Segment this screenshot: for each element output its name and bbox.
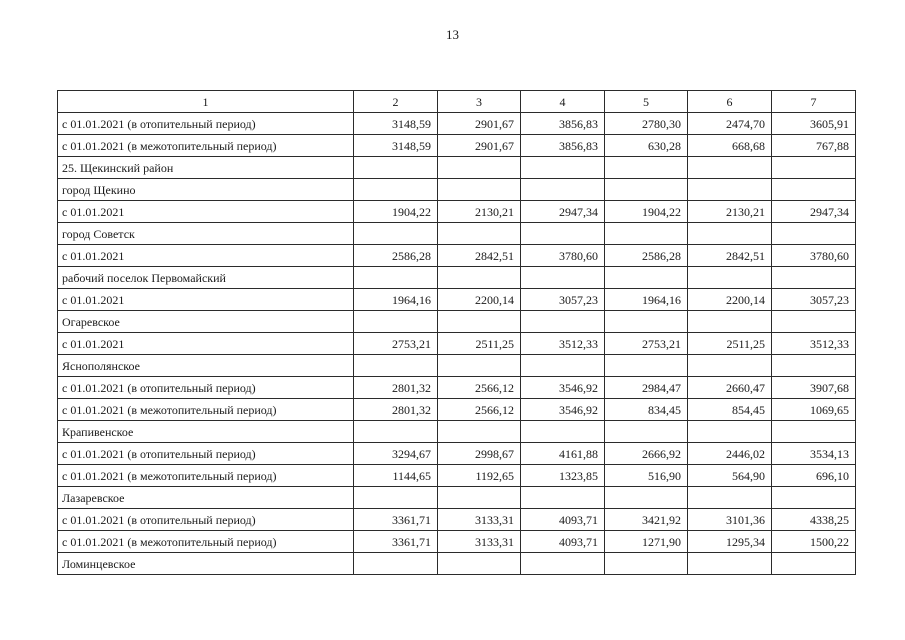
table-row — [58, 333, 856, 355]
table-cell — [688, 311, 772, 333]
table-row — [58, 531, 856, 553]
table-cell: 516,90 — [605, 465, 688, 487]
table-cell — [605, 311, 688, 333]
table-row — [58, 223, 856, 245]
table-cell — [772, 355, 856, 377]
row-label: Огаревское — [58, 311, 354, 333]
table-cell: 2842,51 — [688, 245, 772, 267]
table-cell: 1904,22 — [605, 201, 688, 223]
table-cell: 4093,71 — [521, 531, 605, 553]
table-row — [58, 355, 856, 377]
table-row — [58, 311, 856, 333]
table-cell — [688, 355, 772, 377]
table-cell: 1904,22 — [354, 201, 438, 223]
table-cell — [772, 421, 856, 443]
table-cell: 2660,47 — [688, 377, 772, 399]
table-cell: 3133,31 — [438, 509, 521, 531]
table-header-row — [58, 91, 856, 113]
column-header: 3 — [438, 91, 521, 113]
row-label: Лазаревское — [58, 487, 354, 509]
row-label: рабочий поселок Первомайский — [58, 267, 354, 289]
table-row — [58, 157, 856, 179]
table-cell: 3361,71 — [354, 531, 438, 553]
table-cell — [605, 179, 688, 201]
table-cell: 2130,21 — [688, 201, 772, 223]
column-header: 7 — [772, 91, 856, 113]
table-cell — [438, 267, 521, 289]
table-cell — [521, 223, 605, 245]
table-row — [58, 487, 856, 509]
table-cell — [354, 267, 438, 289]
table-cell: 2947,34 — [772, 201, 856, 223]
row-label: с 01.01.2021 (в отопительный период) — [58, 377, 354, 399]
table-row — [58, 289, 856, 311]
table-row — [58, 179, 856, 201]
table-cell: 1192,65 — [438, 465, 521, 487]
table-cell: 1500,22 — [772, 531, 856, 553]
table-cell — [438, 421, 521, 443]
table-cell — [354, 487, 438, 509]
table-cell: 1144,65 — [354, 465, 438, 487]
table-cell: 3856,83 — [521, 135, 605, 157]
row-label: с 01.01.2021 (в межотопительный период) — [58, 531, 354, 553]
table-cell: 2901,67 — [438, 113, 521, 135]
table-cell — [354, 421, 438, 443]
column-header: 5 — [605, 91, 688, 113]
table-cell — [354, 157, 438, 179]
table-cell: 3421,92 — [605, 509, 688, 531]
table-cell — [688, 267, 772, 289]
table-cell: 2130,21 — [438, 201, 521, 223]
table-cell: 3148,59 — [354, 135, 438, 157]
table-cell — [521, 157, 605, 179]
table-cell: 4338,25 — [772, 509, 856, 531]
table-cell: 1295,34 — [688, 531, 772, 553]
table-cell — [354, 179, 438, 201]
table-cell: 2446,02 — [688, 443, 772, 465]
table-cell: 2901,67 — [438, 135, 521, 157]
row-label: Ломинцевское — [58, 553, 354, 575]
table-cell — [605, 157, 688, 179]
table-cell: 3780,60 — [521, 245, 605, 267]
tariff-table — [57, 90, 856, 575]
table-cell: 2511,25 — [438, 333, 521, 355]
table-row — [58, 245, 856, 267]
table-cell — [772, 179, 856, 201]
table-cell: 2586,28 — [605, 245, 688, 267]
column-header: 6 — [688, 91, 772, 113]
table-cell: 1069,65 — [772, 399, 856, 421]
table-cell: 2200,14 — [438, 289, 521, 311]
table-cell — [354, 223, 438, 245]
table-cell — [688, 553, 772, 575]
table-cell — [688, 421, 772, 443]
table-row — [58, 267, 856, 289]
table-cell — [605, 223, 688, 245]
table-cell — [772, 487, 856, 509]
row-label: Яснополянское — [58, 355, 354, 377]
table-cell: 3546,92 — [521, 377, 605, 399]
table-row — [58, 377, 856, 399]
table-cell — [772, 553, 856, 575]
table-cell — [521, 421, 605, 443]
table-cell: 3101,36 — [688, 509, 772, 531]
table-cell: 668,68 — [688, 135, 772, 157]
table-cell — [688, 157, 772, 179]
table-cell — [605, 355, 688, 377]
table-cell: 2780,30 — [605, 113, 688, 135]
row-label: с 01.01.2021 — [58, 333, 354, 355]
table-cell — [605, 553, 688, 575]
table-row — [58, 201, 856, 223]
table-cell: 2998,67 — [438, 443, 521, 465]
column-header: 4 — [521, 91, 605, 113]
row-label: с 01.01.2021 — [58, 245, 354, 267]
table-cell — [688, 223, 772, 245]
table-row — [58, 135, 856, 157]
table-cell — [354, 311, 438, 333]
page-number: 13 — [446, 27, 459, 42]
table-cell — [354, 553, 438, 575]
table-cell: 2566,12 — [438, 377, 521, 399]
table-cell — [521, 267, 605, 289]
row-label: город Советск — [58, 223, 354, 245]
table-cell — [521, 553, 605, 575]
table-cell: 1271,90 — [605, 531, 688, 553]
table-cell: 2753,21 — [354, 333, 438, 355]
table-cell: 3907,68 — [772, 377, 856, 399]
table-row — [58, 509, 856, 531]
table-cell: 767,88 — [772, 135, 856, 157]
table-cell: 3361,71 — [354, 509, 438, 531]
table-cell: 4093,71 — [521, 509, 605, 531]
table-cell: 630,28 — [605, 135, 688, 157]
row-label: с 01.01.2021 — [58, 201, 354, 223]
table-cell: 3512,33 — [521, 333, 605, 355]
table-row — [58, 465, 856, 487]
table-cell: 2753,21 — [605, 333, 688, 355]
table-cell — [521, 487, 605, 509]
table-cell: 3780,60 — [772, 245, 856, 267]
row-label: город Щекино — [58, 179, 354, 201]
table-row — [58, 553, 856, 575]
table-cell: 3534,13 — [772, 443, 856, 465]
table-cell: 3057,23 — [521, 289, 605, 311]
row-label: 25. Щекинский район — [58, 157, 354, 179]
table-cell: 2801,32 — [354, 399, 438, 421]
table-cell — [605, 487, 688, 509]
table-cell — [688, 179, 772, 201]
row-label: с 01.01.2021 (в межотопительный период) — [58, 135, 354, 157]
table-cell — [438, 179, 521, 201]
table-row — [58, 113, 856, 135]
column-header: 2 — [354, 91, 438, 113]
row-label: с 01.01.2021 (в межотопительный период) — [58, 465, 354, 487]
table-cell — [438, 157, 521, 179]
table-cell — [605, 267, 688, 289]
table-cell: 1964,16 — [605, 289, 688, 311]
row-label: Крапивенское — [58, 421, 354, 443]
table-cell — [438, 311, 521, 333]
table-cell: 2842,51 — [438, 245, 521, 267]
table-cell — [438, 223, 521, 245]
table-row — [58, 443, 856, 465]
column-header: 1 — [58, 91, 354, 113]
table-cell: 2947,34 — [521, 201, 605, 223]
table-cell: 2666,92 — [605, 443, 688, 465]
table-cell: 4161,88 — [521, 443, 605, 465]
table-cell — [521, 311, 605, 333]
table-cell: 3605,91 — [772, 113, 856, 135]
table-cell — [772, 311, 856, 333]
row-label: с 01.01.2021 (в отопительный период) — [58, 443, 354, 465]
table-cell: 2474,70 — [688, 113, 772, 135]
table-cell — [438, 553, 521, 575]
row-label: с 01.01.2021 (в отопительный период) — [58, 113, 354, 135]
table-cell — [772, 157, 856, 179]
row-label: с 01.01.2021 — [58, 289, 354, 311]
table-cell: 3512,33 — [772, 333, 856, 355]
table-row — [58, 399, 856, 421]
table-cell — [605, 421, 688, 443]
table-cell — [438, 355, 521, 377]
table-cell — [772, 267, 856, 289]
table-cell — [354, 355, 438, 377]
table-row — [58, 421, 856, 443]
table-cell: 1323,85 — [521, 465, 605, 487]
table-cell — [688, 487, 772, 509]
table-cell: 3057,23 — [772, 289, 856, 311]
table-cell: 2801,32 — [354, 377, 438, 399]
table-cell: 1964,16 — [354, 289, 438, 311]
table-cell: 3148,59 — [354, 113, 438, 135]
table-cell: 854,45 — [688, 399, 772, 421]
row-label: с 01.01.2021 (в отопительный период) — [58, 509, 354, 531]
table-cell: 3546,92 — [521, 399, 605, 421]
table-cell: 2586,28 — [354, 245, 438, 267]
table-cell: 564,90 — [688, 465, 772, 487]
table-cell: 2566,12 — [438, 399, 521, 421]
table-cell: 3856,83 — [521, 113, 605, 135]
table-cell — [772, 223, 856, 245]
table-body — [58, 91, 856, 575]
table-cell — [438, 487, 521, 509]
table-cell: 2511,25 — [688, 333, 772, 355]
row-label: с 01.01.2021 (в межотопительный период) — [58, 399, 354, 421]
table-cell: 834,45 — [605, 399, 688, 421]
table-cell: 3294,67 — [354, 443, 438, 465]
table-cell — [521, 179, 605, 201]
table-cell: 3133,31 — [438, 531, 521, 553]
table-cell: 2200,14 — [688, 289, 772, 311]
table-cell: 2984,47 — [605, 377, 688, 399]
table-cell: 696,10 — [772, 465, 856, 487]
table-cell — [521, 355, 605, 377]
